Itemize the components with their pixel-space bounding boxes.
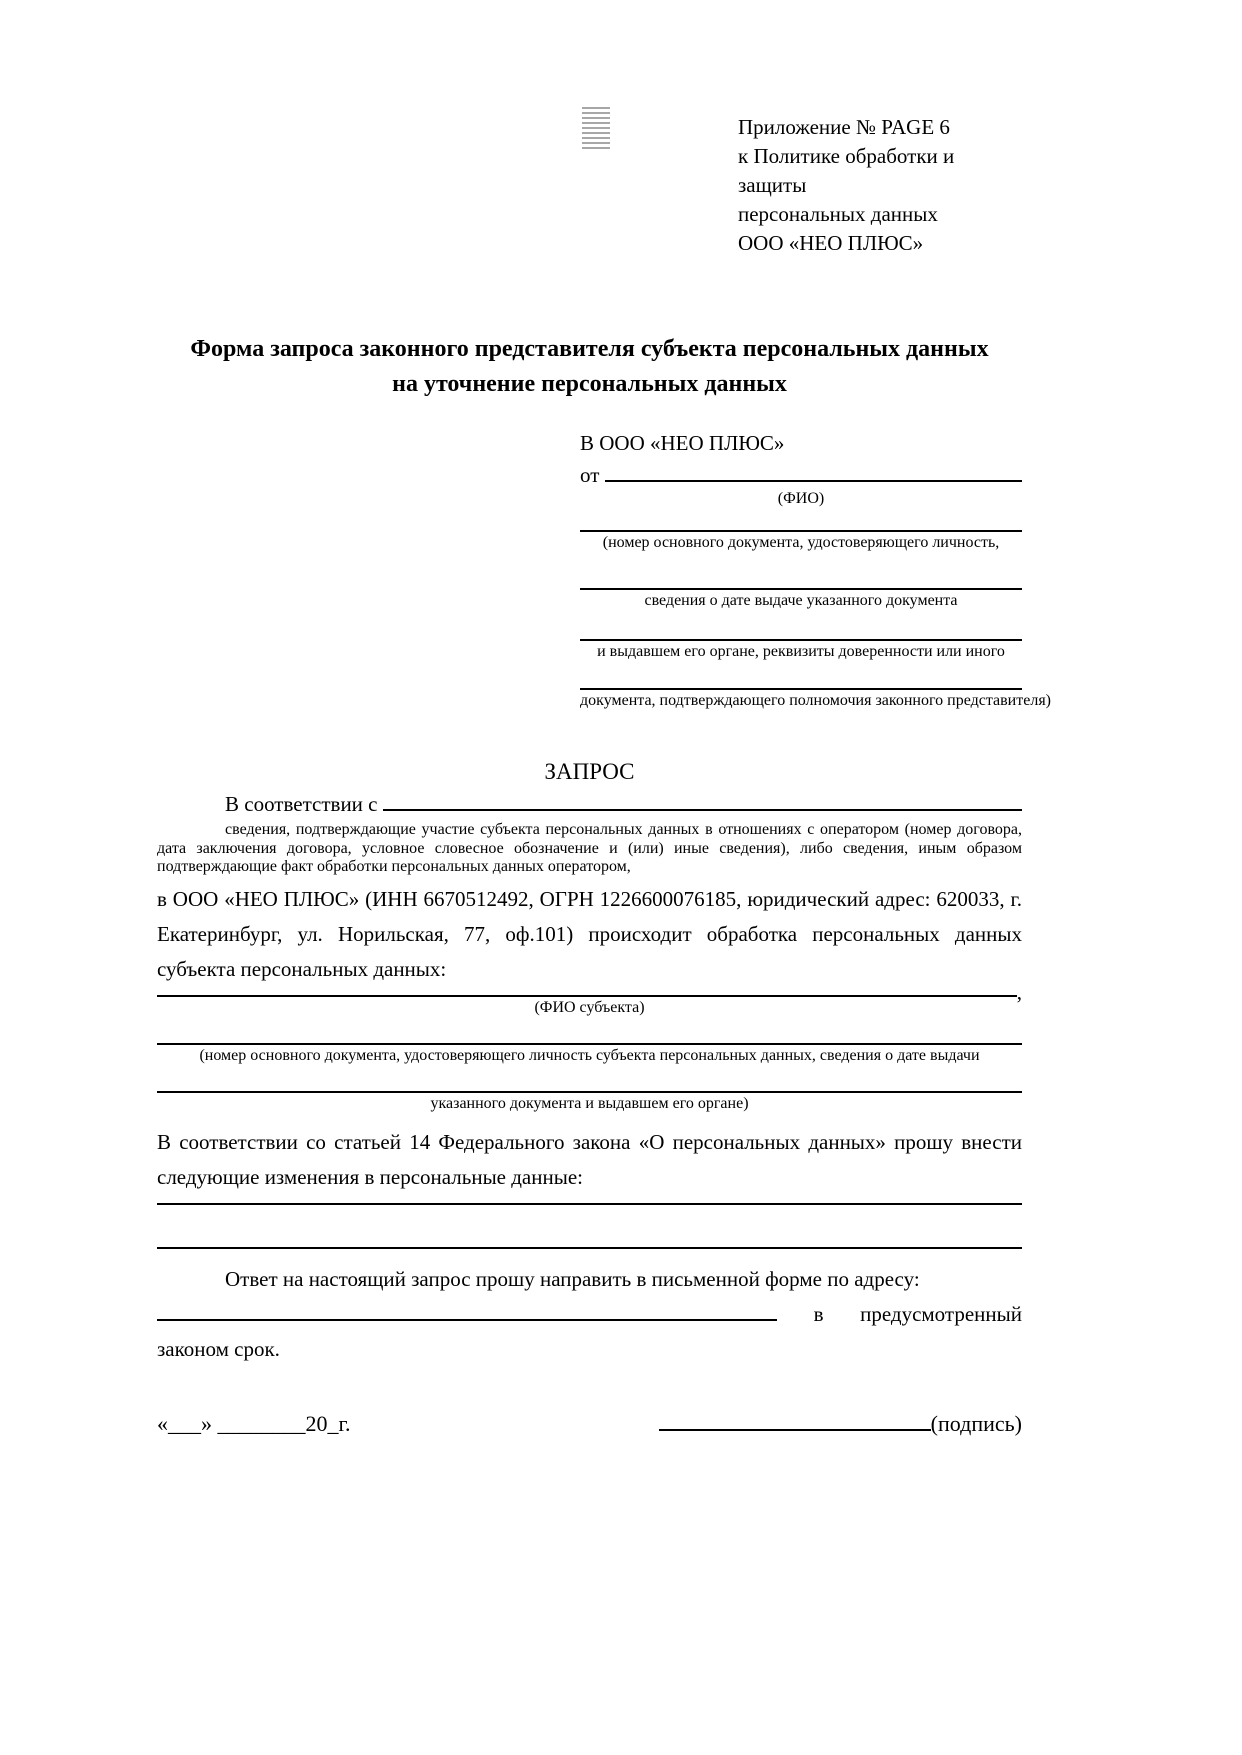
addressee-to: В ООО «НЕО ПЛЮС» — [580, 431, 785, 455]
answer-address-field[interactable] — [157, 1318, 777, 1321]
from-label: от — [580, 463, 605, 487]
doc-authority-caption: и выдавшем его органе, реквизиты доверенности или иного — [597, 643, 1005, 660]
answer-paragraph-start: Ответ на настоящий запрос прошу направить в письменной форме по адресу: — [225, 1266, 920, 1291]
doc-number-caption: (номер основного документа, удостоверяющего личность, — [602, 534, 1000, 551]
intro-basis-field[interactable] — [383, 808, 1022, 811]
subject-fio-caption: (ФИО субъекта) — [534, 998, 645, 1016]
document-title — [157, 332, 1022, 402]
subject-fio-row — [157, 979, 1022, 1004]
answer-word-v: в — [813, 1301, 824, 1326]
footnote-text: сведения, подтверждающие участие субъекта персональных данных в отношениях с оператором (номер договора, дата заключения договора, условное словесное обозначение и (или) иные сведения), либо сведения, иным образом подтверждающие факт обработки персональных данных оператором, — [157, 821, 1022, 875]
subject-doc-field2[interactable] — [157, 1067, 1022, 1093]
signature-right — [659, 1409, 1022, 1439]
subject-doc-caption2: указанного документа и выдавшем его органе) — [430, 1094, 749, 1112]
from-row — [580, 462, 1022, 488]
appendix-policy-line: к Политике обработки и защиты — [738, 144, 955, 197]
doc-power-field[interactable] — [580, 663, 1022, 690]
doc-issue-date-field[interactable] — [580, 554, 1022, 590]
appendix-company: ООО «НЕО ПЛЮС» — [738, 231, 924, 255]
fio-caption: (ФИО) — [777, 490, 825, 507]
signature-row — [157, 1409, 1022, 1439]
page-header — [157, 113, 1022, 258]
appendix-number: Приложение № PAGE 6 — [738, 115, 950, 139]
operator-paragraph: в ООО «НЕО ПЛЮС» (ИНН 6670512492, ОГРН 1226600076185, юридический адрес: 620033, г. Екатеринбург, ул. Норильская, 77, оф.101) происходит обработка персональных данных субъекта персональных данных: — [157, 886, 1022, 981]
request-heading: ЗАПРОС — [544, 759, 635, 784]
subject-doc-caption1: (номер основного документа, удостоверяющего личность субъекта персональных данных, сведения о дате выдачи — [199, 1046, 980, 1064]
doc-number-field[interactable] — [580, 510, 1022, 532]
document-title-line1: Форма запроса законного представителя субъекта персональных данных — [190, 336, 989, 362]
document-title-line2: на уточнение персональных данных — [392, 371, 787, 397]
doc-authority-field[interactable] — [580, 612, 1022, 641]
subject-fio-comma: , — [1016, 979, 1022, 1004]
from-fio-field[interactable] — [605, 479, 1022, 482]
subject-doc-field[interactable] — [157, 1019, 1022, 1045]
intro-label: В соответствии с — [225, 792, 383, 816]
article-paragraph: В соответствии со статьей 14 Федерального закона «О персональных данных» прошу внести следующие изменения в персональные данные: — [157, 1129, 1022, 1189]
field-code-artifact-icon — [582, 107, 610, 149]
intro-row — [157, 792, 1022, 817]
signature-field[interactable] — [659, 1428, 931, 1431]
answer-address-row — [157, 1297, 1022, 1332]
changes-field-1[interactable] — [157, 1195, 1022, 1205]
appendix-header — [738, 113, 1022, 258]
signature-caption: (подпись) — [930, 1410, 1022, 1436]
answer-paragraph-end: законом срок. — [157, 1336, 280, 1361]
appendix-policy-line2: персональных данных — [738, 202, 938, 226]
changes-field-2[interactable] — [157, 1205, 1022, 1249]
addressee-block — [580, 428, 1051, 712]
date-blank[interactable]: «___» ________20_г. — [157, 1410, 351, 1436]
doc-issue-date-caption: сведения о дате выдаче указанного документа — [644, 592, 958, 609]
doc-power-caption: документа, подтверждающего полномочия законного представителя) — [580, 692, 1051, 709]
answer-word-predusmotrenny: предусмотренный — [860, 1301, 1022, 1326]
